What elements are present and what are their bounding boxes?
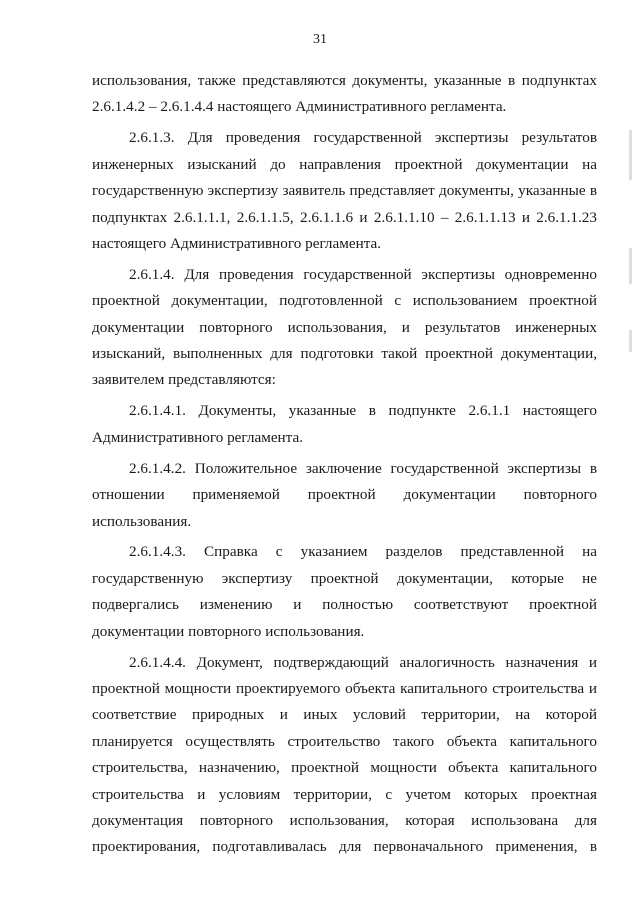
document-body [92,68,597,865]
paragraph-2-6-1-4-1: 2.6.1.4.1. Документы, указанные в подпункте 2.6.1.1 настоящего Административного регламента. [92,402,597,446]
paragraph-2-6-1-4-4: 2.6.1.4.4. Документ, подтверждающий аналогичность назначения и проектной мощности проектируемого объекта капитального строительства и соответствие природных и иных условий территории, на которой планируется осуществлять строительство такого объекта капитального строительства, назначению, проектной мощности объекта капитального строительства и условиям территории, с учетом которых проектная документация повторного использования, которая использована для проектирования, подготавливалась для первоначального применения, в [92,653,597,856]
page-number: 31 [313,32,327,47]
paragraph-2-6-1-4: 2.6.1.4. Для проведения государственной экспертизы одновременно проектной документации, подготовленной с использованием проектной документации повторного использования, и результатов инженерных изысканий, выполненных для подготовки такой проектной документации, заявителем представляются: [92,265,597,389]
paragraph-2-6-1-4-2: 2.6.1.4.2. Положительное заключение государственной экспертизы в отношении применяемой проектной документации повторного использования. [92,459,597,530]
scan-artifact [629,130,632,180]
paragraph-2-6-1-3: 2.6.1.3. Для проведения государственной экспертизы результатов инженерных изысканий до направления проектной документации на государственную экспертизу заявитель представляет документы, указанные в подпунктах 2.6.1.1.1, 2.6.1.1.5, 2.6.1.1.6 и 2.6.1.1.10 – 2.6.1.1.13 и 2.6.1.1.23 настоящего Административного регламента. [92,129,597,252]
paragraph-continuation: использования, также представляются документы, указанные в подпунктах 2.6.1.4.2 – 2.6.1.4.4 настоящего Административного регламента. [92,72,597,116]
scan-artifact [629,330,632,352]
paragraph-2-6-1-4-3: 2.6.1.4.3. Справка с указанием разделов представленной на государственную экспертизу проектной документации, которые не подвергались изменению и полностью соответствуют проектной документации повторного использования. [92,543,597,640]
scan-artifact [629,248,632,284]
